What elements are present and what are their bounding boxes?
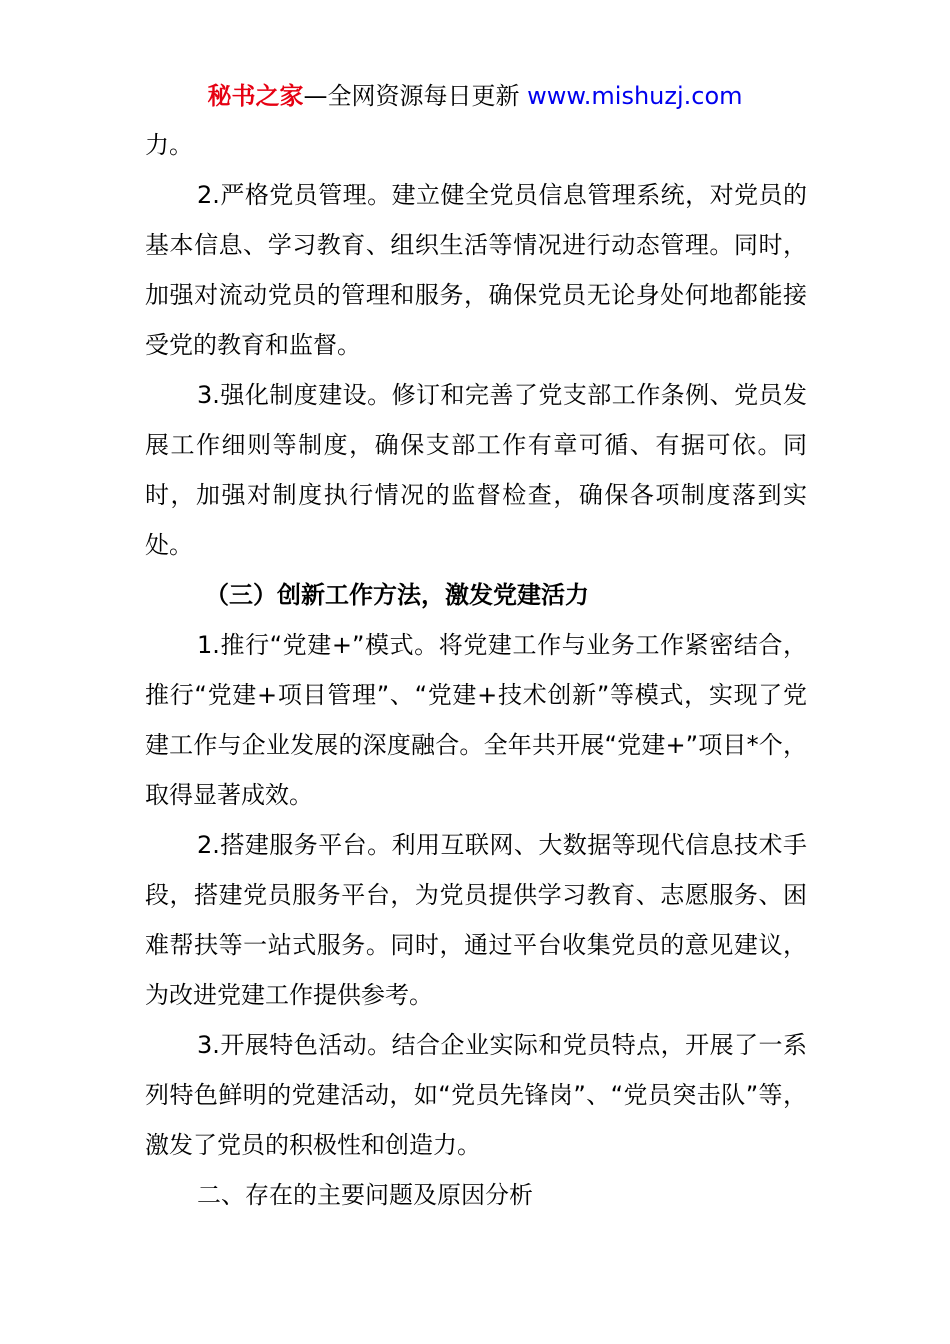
site-url-link[interactable]: www.mishuzj.com xyxy=(527,82,743,110)
paragraph-system-building: 3.强化制度建设。修订和完善了党支部工作条例、党员发展工作细则等制度，确保支部工作有章可循、有据可依。同时，加强对制度执行情况的监督检查，确保各项制度落到实处。 xyxy=(145,381,807,559)
site-brand: 秘书之家 xyxy=(207,82,304,110)
section-heading-problems: 二、存在的主要问题及原因分析 xyxy=(197,1181,533,1209)
paragraph-service-platform: 2.搭建服务平台。利用互联网、大数据等现代信息技术手段，搭建党员服务平台，为党员提供学习教育、志愿服务、困难帮扶等一站式服务。同时，通过平台收集党员的意见建议，为改进党建工作提供参考。 xyxy=(145,831,807,1009)
site-tagline: —全网资源每日更新 xyxy=(303,82,520,110)
paragraph-party-member-management: 2.严格党员管理。建立健全党员信息管理系统，对党员的基本信息、学习教育、组织生活等情况进行动态管理。同时，加强对流动党员的管理和服务，确保党员无论身处何地都能接受党的教育和监督。 xyxy=(145,181,807,359)
site-header xyxy=(0,80,950,112)
paragraph-party-plus-model: 1.推行“党建+”模式。将党建工作与业务工作紧密结合，推行“党建+项目管理”、“党建+技术创新”等模式，实现了党建工作与企业发展的深度融合。全年共开展“党建+”项目*个，取得显著成效。 xyxy=(145,631,807,809)
paragraph-continuation: 力。 xyxy=(145,131,193,159)
paragraph-featured-activities: 3.开展特色活动。结合企业实际和党员特点，开展了一系列特色鲜明的党建活动，如“党员先锋岗”、“党员突击队”等，激发了党员的积极性和创造力。 xyxy=(145,1031,807,1159)
document-body xyxy=(145,120,807,1220)
section-heading-innovation: （三）创新工作方法，激发党建活力 xyxy=(205,581,589,609)
